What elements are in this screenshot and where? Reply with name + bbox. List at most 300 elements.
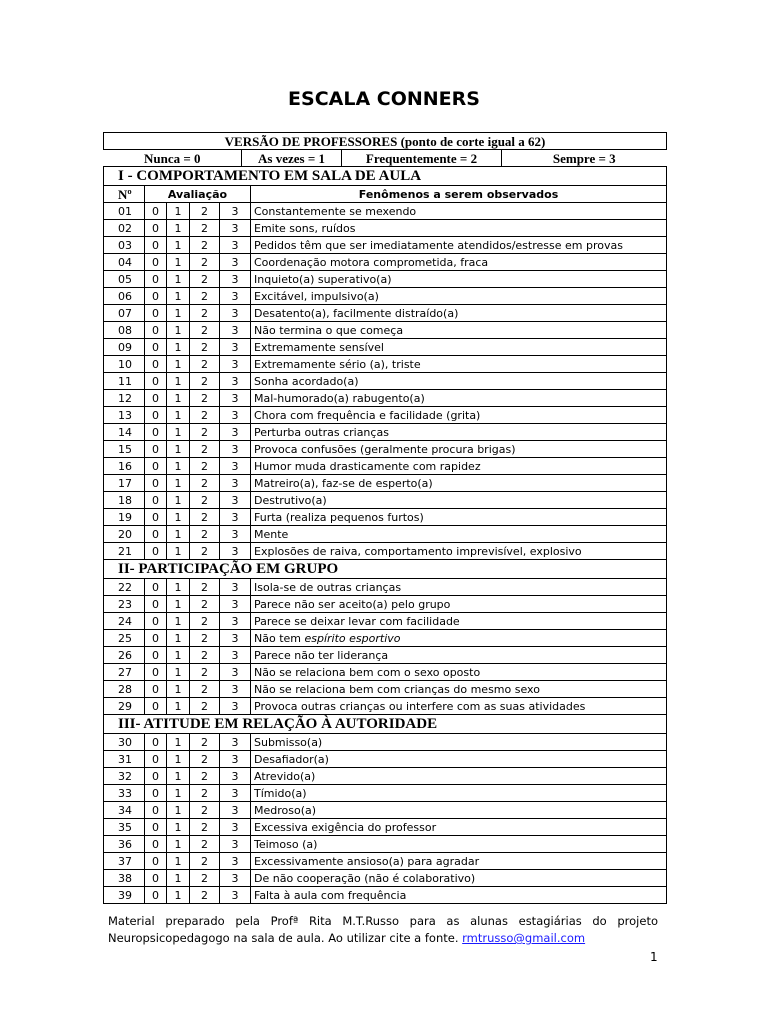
scale-legend: [104, 150, 667, 166]
rating-option-2[interactable]: 2: [190, 373, 220, 390]
rating-option-2[interactable]: 2: [190, 441, 220, 458]
rating-option-0[interactable]: 0: [145, 698, 167, 715]
version-line: VERSÃO DE PROFESSORES (ponto de corte igual a 62): [104, 133, 667, 150]
item-text-content: Não termina o que começa: [254, 323, 404, 337]
item-text-content: Desatento(a), facilmente distraído(a): [254, 306, 459, 320]
rating-option-0[interactable]: 0: [145, 288, 167, 305]
rating-option-1[interactable]: 1: [167, 853, 190, 870]
rating-option-0[interactable]: 0: [145, 664, 167, 681]
table-row: [104, 836, 667, 853]
rating-option-0[interactable]: 0: [145, 356, 167, 373]
item-text: [251, 220, 667, 237]
rating-option-3[interactable]: 3: [220, 356, 251, 373]
section-title: II- PARTICIPAÇÃO EM GRUPO: [104, 560, 667, 579]
rating-option-3[interactable]: 3: [220, 596, 251, 613]
rating-option-1[interactable]: 1: [167, 203, 190, 220]
table-row: [104, 237, 667, 254]
table-row: [104, 288, 667, 305]
item-text: [251, 768, 667, 785]
rating-option-3[interactable]: 3: [220, 322, 251, 339]
rating-option-3[interactable]: 3: [220, 836, 251, 853]
rating-option-1[interactable]: 1: [167, 305, 190, 322]
rating-option-0[interactable]: 0: [145, 237, 167, 254]
item-number: 05: [104, 271, 145, 288]
item-text: [251, 407, 667, 424]
rating-option-2[interactable]: 2: [190, 647, 220, 664]
rating-option-1[interactable]: 1: [167, 734, 190, 751]
item-number: 34: [104, 802, 145, 819]
rating-option-1[interactable]: 1: [167, 526, 190, 543]
rating-option-0[interactable]: 0: [145, 647, 167, 664]
rating-option-1[interactable]: 1: [167, 768, 190, 785]
rating-option-1[interactable]: 1: [167, 802, 190, 819]
item-text-content: Furta (realiza pequenos furtos): [254, 510, 424, 524]
rating-option-1[interactable]: 1: [167, 698, 190, 715]
table-row: [104, 254, 667, 271]
rating-option-0[interactable]: 0: [145, 220, 167, 237]
rating-option-1[interactable]: 1: [167, 339, 190, 356]
rating-option-3[interactable]: 3: [220, 698, 251, 715]
item-text: [251, 288, 667, 305]
table-row: [104, 203, 667, 220]
rating-option-1[interactable]: 1: [167, 785, 190, 802]
rating-option-0[interactable]: 0: [145, 203, 167, 220]
rating-option-3[interactable]: 3: [220, 305, 251, 322]
rating-option-0[interactable]: 0: [145, 441, 167, 458]
table-row: [104, 853, 667, 870]
table-row: [104, 441, 667, 458]
table-row: [104, 458, 667, 475]
rating-option-3[interactable]: 3: [220, 237, 251, 254]
table-row: [104, 596, 667, 613]
item-number: 39: [104, 887, 145, 904]
table-row: [104, 492, 667, 509]
rating-option-1[interactable]: 1: [167, 407, 190, 424]
rating-option-2[interactable]: 2: [190, 887, 220, 904]
item-text-content: Medroso(a): [254, 803, 317, 817]
rating-option-0[interactable]: 0: [145, 887, 167, 904]
item-number: 35: [104, 819, 145, 836]
rating-option-1[interactable]: 1: [167, 681, 190, 698]
header-rating: Avaliação: [145, 186, 251, 203]
item-number: 32: [104, 768, 145, 785]
rating-option-1[interactable]: 1: [167, 271, 190, 288]
rating-option-0[interactable]: 0: [145, 254, 167, 271]
item-text: [251, 254, 667, 271]
section-title: I - COMPORTAMENTO EM SALA DE AULA: [104, 167, 667, 186]
rating-option-2[interactable]: 2: [190, 664, 220, 681]
rating-option-3[interactable]: 3: [220, 288, 251, 305]
rating-option-1[interactable]: 1: [167, 288, 190, 305]
page-title: ESCALA CONNERS: [288, 88, 480, 110]
rating-option-3[interactable]: 3: [220, 271, 251, 288]
rating-option-1[interactable]: 1: [167, 509, 190, 526]
rating-option-2[interactable]: 2: [190, 870, 220, 887]
rating-option-1[interactable]: 1: [167, 356, 190, 373]
item-number: 24: [104, 613, 145, 630]
item-text: [251, 492, 667, 509]
rating-option-1[interactable]: 1: [167, 664, 190, 681]
item-number: 33: [104, 785, 145, 802]
item-text: [251, 475, 667, 492]
rating-option-1[interactable]: 1: [167, 630, 190, 647]
item-number: 22: [104, 579, 145, 596]
rating-option-3[interactable]: 3: [220, 441, 251, 458]
rating-option-2[interactable]: 2: [190, 819, 220, 836]
rating-option-1[interactable]: 1: [167, 475, 190, 492]
item-number: 25: [104, 630, 145, 647]
rating-option-0[interactable]: 0: [145, 579, 167, 596]
rating-option-2[interactable]: 2: [190, 630, 220, 647]
item-text: [251, 698, 667, 715]
footer-email-link[interactable]: rmtrusso@gmail.com: [462, 931, 586, 945]
rating-option-1[interactable]: 1: [167, 390, 190, 407]
item-text: [251, 458, 667, 475]
item-number: 31: [104, 751, 145, 768]
rating-option-1[interactable]: 1: [167, 613, 190, 630]
rating-option-2[interactable]: 2: [190, 305, 220, 322]
table-row: [104, 664, 667, 681]
header-phenomena: Fenômenos a serem observados: [251, 186, 667, 203]
rating-option-1[interactable]: 1: [167, 458, 190, 475]
item-text: [251, 526, 667, 543]
header-number: Nº: [104, 186, 145, 203]
rating-option-3[interactable]: 3: [220, 630, 251, 647]
item-number: 08: [104, 322, 145, 339]
rating-option-0[interactable]: 0: [145, 492, 167, 509]
item-text-content: Tímido(a): [254, 786, 307, 800]
table-row: [104, 373, 667, 390]
rating-option-0[interactable]: 0: [145, 734, 167, 751]
rating-option-1[interactable]: 1: [167, 647, 190, 664]
rating-option-3[interactable]: 3: [220, 664, 251, 681]
item-text-content: Parece não ser aceito(a) pelo grupo: [254, 597, 451, 611]
item-text: [251, 887, 667, 904]
item-text: [251, 203, 667, 220]
rating-option-0[interactable]: 0: [145, 271, 167, 288]
item-text: [251, 785, 667, 802]
rating-option-1[interactable]: 1: [167, 424, 190, 441]
rating-option-3[interactable]: 3: [220, 424, 251, 441]
section-row: [104, 560, 667, 579]
rating-option-3[interactable]: 3: [220, 526, 251, 543]
legend-never: Nunca = 0: [143, 150, 201, 166]
table-row: [104, 390, 667, 407]
item-text-content: Parece não ter liderança: [254, 648, 389, 662]
item-text: [251, 441, 667, 458]
rating-option-2[interactable]: 2: [190, 509, 220, 526]
item-text-content: Excitável, impulsivo(a): [254, 289, 379, 303]
item-number: 16: [104, 458, 145, 475]
item-number: 01: [104, 203, 145, 220]
rating-option-2[interactable]: 2: [190, 271, 220, 288]
rating-option-0[interactable]: 0: [145, 526, 167, 543]
rating-option-3[interactable]: 3: [220, 579, 251, 596]
rating-option-3[interactable]: 3: [220, 543, 251, 560]
rating-option-2[interactable]: 2: [190, 596, 220, 613]
rating-option-2[interactable]: 2: [190, 802, 220, 819]
rating-option-1[interactable]: 1: [167, 596, 190, 613]
item-number: 06: [104, 288, 145, 305]
rating-option-0[interactable]: 0: [145, 802, 167, 819]
rating-option-2[interactable]: 2: [190, 785, 220, 802]
table-row: [104, 887, 667, 904]
rating-option-0[interactable]: 0: [145, 836, 167, 853]
rating-option-3[interactable]: 3: [220, 254, 251, 271]
rating-option-2[interactable]: 2: [190, 237, 220, 254]
item-text: [251, 339, 667, 356]
item-text: [251, 630, 667, 647]
rating-option-2[interactable]: 2: [190, 203, 220, 220]
rating-option-1[interactable]: 1: [167, 322, 190, 339]
item-text: [251, 390, 667, 407]
rating-option-2[interactable]: 2: [190, 407, 220, 424]
rating-option-2[interactable]: 2: [190, 322, 220, 339]
rating-option-3[interactable]: 3: [220, 203, 251, 220]
item-text: [251, 356, 667, 373]
rating-option-0[interactable]: 0: [145, 424, 167, 441]
item-number: 20: [104, 526, 145, 543]
rating-option-2[interactable]: 2: [190, 613, 220, 630]
rating-option-3[interactable]: 3: [220, 802, 251, 819]
item-text-content: Provoca confusões (geralmente procura brigas): [254, 442, 516, 456]
rating-option-3[interactable]: 3: [220, 751, 251, 768]
table-row: [104, 339, 667, 356]
item-text-content: Chora com frequência e facilidade (grita): [254, 408, 481, 422]
item-number: 09: [104, 339, 145, 356]
item-text: [251, 509, 667, 526]
rating-option-3[interactable]: 3: [220, 870, 251, 887]
rating-option-0[interactable]: 0: [145, 870, 167, 887]
item-text-content: Coordenação motora comprometida, fraca: [254, 255, 489, 269]
rating-option-1[interactable]: 1: [167, 373, 190, 390]
table-row: [104, 819, 667, 836]
rating-option-1[interactable]: 1: [167, 543, 190, 560]
item-number: 11: [104, 373, 145, 390]
table-row: [104, 526, 667, 543]
rating-option-0[interactable]: 0: [145, 305, 167, 322]
rating-option-0[interactable]: 0: [145, 768, 167, 785]
item-number: 19: [104, 509, 145, 526]
rating-option-1[interactable]: 1: [167, 887, 190, 904]
rating-option-3[interactable]: 3: [220, 390, 251, 407]
item-text: [251, 734, 667, 751]
item-text: [251, 613, 667, 630]
rating-option-3[interactable]: 3: [220, 819, 251, 836]
rating-option-0[interactable]: 0: [145, 819, 167, 836]
table-row: [104, 543, 667, 560]
item-text: [251, 579, 667, 596]
rating-option-1[interactable]: 1: [167, 819, 190, 836]
item-text-content: Provoca outras crianças ou interfere com as suas atividades: [254, 699, 586, 713]
rating-option-0[interactable]: 0: [145, 613, 167, 630]
rating-option-0[interactable]: 0: [145, 407, 167, 424]
rating-option-2[interactable]: 2: [190, 681, 220, 698]
section-row: [104, 715, 667, 734]
rating-option-0[interactable]: 0: [145, 543, 167, 560]
rating-option-3[interactable]: 3: [220, 458, 251, 475]
rating-option-1[interactable]: 1: [167, 220, 190, 237]
item-text-content: Humor muda drasticamente com rapidez: [254, 459, 481, 473]
rating-option-1[interactable]: 1: [167, 237, 190, 254]
rating-option-2[interactable]: 2: [190, 526, 220, 543]
table-row: [104, 613, 667, 630]
rating-option-3[interactable]: 3: [220, 339, 251, 356]
rating-option-3[interactable]: 3: [220, 475, 251, 492]
item-text-content: Desafiador(a): [254, 752, 329, 766]
item-text-content: Extremamente sensível: [254, 340, 384, 354]
table-row: [104, 305, 667, 322]
rating-option-2[interactable]: 2: [190, 492, 220, 509]
item-text: [251, 543, 667, 560]
table-row: [104, 424, 667, 441]
rating-option-2[interactable]: 2: [190, 836, 220, 853]
item-text-content: Perturba outras crianças: [254, 425, 389, 439]
rating-option-3[interactable]: 3: [220, 734, 251, 751]
item-text-content: Pedidos têm que ser imediatamente atendidos/estresse em provas: [254, 238, 623, 252]
rating-option-0[interactable]: 0: [145, 509, 167, 526]
item-text-content: Mal-humorado(a) rabugento(a): [254, 391, 425, 405]
rating-option-3[interactable]: 3: [220, 647, 251, 664]
rating-option-1[interactable]: 1: [167, 836, 190, 853]
item-text: [251, 305, 667, 322]
rating-option-3[interactable]: 3: [220, 681, 251, 698]
table-row: [104, 802, 667, 819]
legend-row: [104, 150, 667, 167]
item-text: [251, 322, 667, 339]
item-text-content: Extremamente sério (a), triste: [254, 357, 421, 371]
rating-option-2[interactable]: 2: [190, 698, 220, 715]
table-row: [104, 509, 667, 526]
rating-option-0[interactable]: 0: [145, 373, 167, 390]
rating-option-0[interactable]: 0: [145, 596, 167, 613]
rating-option-0[interactable]: 0: [145, 853, 167, 870]
conners-scale-table: [103, 132, 667, 904]
rating-option-3[interactable]: 3: [220, 768, 251, 785]
rating-option-2[interactable]: 2: [190, 254, 220, 271]
item-text: [251, 853, 667, 870]
item-text-content: Parece se deixar levar com facilidade: [254, 614, 460, 628]
rating-option-1[interactable]: 1: [167, 254, 190, 271]
rating-option-0[interactable]: 0: [145, 785, 167, 802]
rating-option-2[interactable]: 2: [190, 579, 220, 596]
version-row: [104, 133, 667, 150]
item-text-content: Submisso(a): [254, 735, 323, 749]
item-number: 15: [104, 441, 145, 458]
rating-option-2[interactable]: 2: [190, 768, 220, 785]
table-row: [104, 785, 667, 802]
rating-option-3[interactable]: 3: [220, 853, 251, 870]
rating-option-3[interactable]: 3: [220, 785, 251, 802]
rating-option-0[interactable]: 0: [145, 458, 167, 475]
item-text-content: Excessiva exigência do professor: [254, 820, 437, 834]
rating-option-3[interactable]: 3: [220, 407, 251, 424]
item-number: 23: [104, 596, 145, 613]
rating-option-2[interactable]: 2: [190, 475, 220, 492]
rating-option-0[interactable]: 0: [145, 681, 167, 698]
table-row: [104, 698, 667, 715]
item-number: 26: [104, 647, 145, 664]
item-text: [251, 271, 667, 288]
rating-option-0[interactable]: 0: [145, 322, 167, 339]
item-text-content: Falta à aula com frequência: [254, 888, 407, 902]
rating-option-2[interactable]: 2: [190, 751, 220, 768]
rating-option-3[interactable]: 3: [220, 373, 251, 390]
table-row: [104, 579, 667, 596]
table-row: [104, 734, 667, 751]
rating-option-1[interactable]: 1: [167, 441, 190, 458]
item-number: 21: [104, 543, 145, 560]
item-number: 38: [104, 870, 145, 887]
item-text: [251, 424, 667, 441]
table-row: [104, 220, 667, 237]
rating-option-1[interactable]: 1: [167, 870, 190, 887]
rating-option-3[interactable]: 3: [220, 492, 251, 509]
rating-option-0[interactable]: 0: [145, 630, 167, 647]
rating-option-0[interactable]: 0: [145, 339, 167, 356]
rating-option-2[interactable]: 2: [190, 424, 220, 441]
rating-option-2[interactable]: 2: [190, 220, 220, 237]
item-text-content: Matreiro(a), faz-se de esperto(a): [254, 476, 433, 490]
table-row: [104, 630, 667, 647]
rating-option-2[interactable]: 2: [190, 458, 220, 475]
rating-option-3[interactable]: 3: [220, 220, 251, 237]
item-number: 13: [104, 407, 145, 424]
item-number: 17: [104, 475, 145, 492]
rating-option-0[interactable]: 0: [145, 390, 167, 407]
item-text: [251, 819, 667, 836]
item-text: [251, 802, 667, 819]
item-text-content: Sonha acordado(a): [254, 374, 359, 388]
item-number: 29: [104, 698, 145, 715]
rating-option-2[interactable]: 2: [190, 390, 220, 407]
rating-option-3[interactable]: 3: [220, 509, 251, 526]
item-text: [251, 373, 667, 390]
rating-option-2[interactable]: 2: [190, 288, 220, 305]
item-text: [251, 870, 667, 887]
rating-option-3[interactable]: 3: [220, 613, 251, 630]
rating-option-1[interactable]: 1: [167, 492, 190, 509]
rating-option-2[interactable]: 2: [190, 734, 220, 751]
item-text-emphasis: espírito esportivo: [304, 631, 401, 645]
rating-option-2[interactable]: 2: [190, 853, 220, 870]
table-row: [104, 271, 667, 288]
item-number: 04: [104, 254, 145, 271]
footer-note: [108, 913, 658, 947]
rating-option-0[interactable]: 0: [145, 751, 167, 768]
page-number: 1: [650, 950, 658, 964]
rating-option-2[interactable]: 2: [190, 356, 220, 373]
footer-text: Material preparado pela Profª Rita M.T.Russo para as alunas estagiárias do projeto Neuropsicopedagogo na sala de aula. Ao utilizar cite a fonte.: [108, 914, 658, 945]
rating-option-0[interactable]: 0: [145, 475, 167, 492]
rating-option-2[interactable]: 2: [190, 543, 220, 560]
table-row: [104, 681, 667, 698]
item-number: 30: [104, 734, 145, 751]
table-row: [104, 407, 667, 424]
item-text: [251, 647, 667, 664]
rating-option-2[interactable]: 2: [190, 339, 220, 356]
item-text-content: Não se relaciona bem com crianças do mesmo sexo: [254, 682, 540, 696]
rating-option-1[interactable]: 1: [167, 579, 190, 596]
table-row: [104, 647, 667, 664]
table-row: [104, 768, 667, 785]
section-title: III- ATITUDE EM RELAÇÃO À AUTORIDADE: [104, 715, 667, 734]
item-text: [251, 751, 667, 768]
legend-frequently: Frequentemente = 2: [342, 150, 502, 166]
rating-option-1[interactable]: 1: [167, 751, 190, 768]
item-text-content: Destrutivo(a): [254, 493, 327, 507]
rating-option-3[interactable]: 3: [220, 887, 251, 904]
